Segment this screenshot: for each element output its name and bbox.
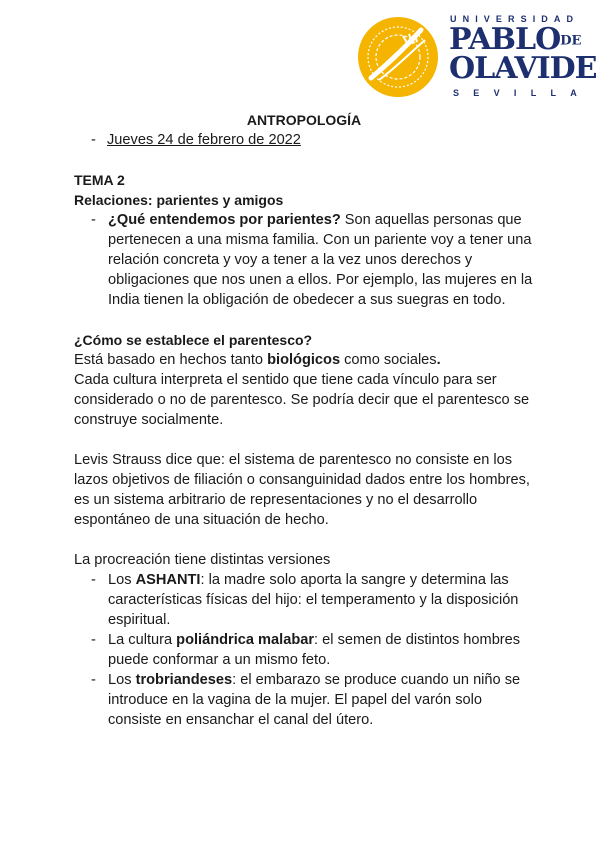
bold-term: biológicos: [267, 352, 341, 368]
bullet-marker: -: [91, 132, 96, 148]
page-title: ANTROPOLOGÍA: [246, 112, 362, 128]
logo-line2: OLAVIDE: [449, 50, 597, 86]
section-heading: ¿Cómo se establece el parentesco?: [74, 332, 313, 348]
bullet-marker: -: [91, 212, 96, 228]
list-item: [91, 670, 534, 730]
logo-de: DE: [560, 33, 582, 49]
versions-list: [74, 570, 534, 730]
bullet-marker: -: [91, 572, 96, 588]
paragraph: Levis Strauss dice que: el sistema de parentesco no consiste en los lazos objetivos de filiación o consanguinidad dados entre los hombres, es un sistema arbitrario de representaciones y no el desarrollo espontáneo de una situación de hecho.: [74, 452, 530, 528]
bold-term: trobriandeses: [135, 672, 233, 688]
date-text: Jueves 24 de febrero de 2022: [107, 132, 301, 148]
item-text: Los: [108, 672, 136, 688]
paragraph-end: .: [436, 352, 441, 368]
item-text: La cultura: [108, 632, 177, 648]
paragraph: [74, 350, 534, 370]
logo-top-text: UNIVERSIDAD: [450, 14, 580, 24]
section-subtitle: Relaciones: parientes y amigos: [74, 192, 284, 208]
paragraph-text: como sociales: [340, 352, 437, 368]
paragraph-text: Está basado en hechos tanto: [74, 352, 268, 368]
bullet-marker: -: [91, 672, 96, 688]
list-item: [91, 210, 534, 310]
bold-term: poliándrica malabar: [176, 632, 315, 648]
item-text: : la madre solo aporta la sangre y determina las características físicas del hijo: el temperamento y la disposición espiritual.: [108, 572, 519, 628]
answer-text: Son aquellas personas que pertenecen a una misma familia. Con un pariente voy a tener una relación concreta y voy a tener a la vez unos derechos y obligaciones que nos unen a ellos. Por ejemplo, las mujeres en la India tienen la obligación de obedecer a sus suegras en todo.: [108, 212, 533, 308]
logo-bottom-text: SEVILLA: [453, 88, 592, 98]
list-item: [91, 630, 534, 670]
university-logo: [357, 14, 597, 100]
logo-wordmark: [449, 22, 597, 86]
item-text: : el semen de distintos hombres puede conformar a un mismo feto.: [108, 632, 521, 668]
document-body: [74, 110, 534, 730]
tema-heading: TEMA 2: [74, 172, 125, 188]
logo-line1: PABLO: [449, 22, 561, 57]
item-text: : el embarazo se produce cuando un niño se introduce en la vagina de la mujer. El papel del varón solo consiste en ensanchar el canal del útero.: [108, 672, 521, 728]
bold-term: ASHANTI: [135, 572, 201, 588]
list-item: [91, 570, 534, 630]
paragraph: La procreación tiene distintas versiones: [74, 552, 331, 568]
item-text: Los: [108, 572, 136, 588]
bullet-marker: -: [91, 632, 96, 648]
sun-emblem-icon: [357, 16, 439, 98]
date-line: [91, 130, 534, 150]
question-list: [74, 210, 534, 310]
paragraph: Cada cultura interpreta el sentido que tiene cada vínculo para ser considerado o no de parentesco. Se podría decir que el parentesco se construye socialmente.: [74, 372, 530, 428]
question-text: ¿Qué entendemos por parientes?: [108, 212, 341, 228]
